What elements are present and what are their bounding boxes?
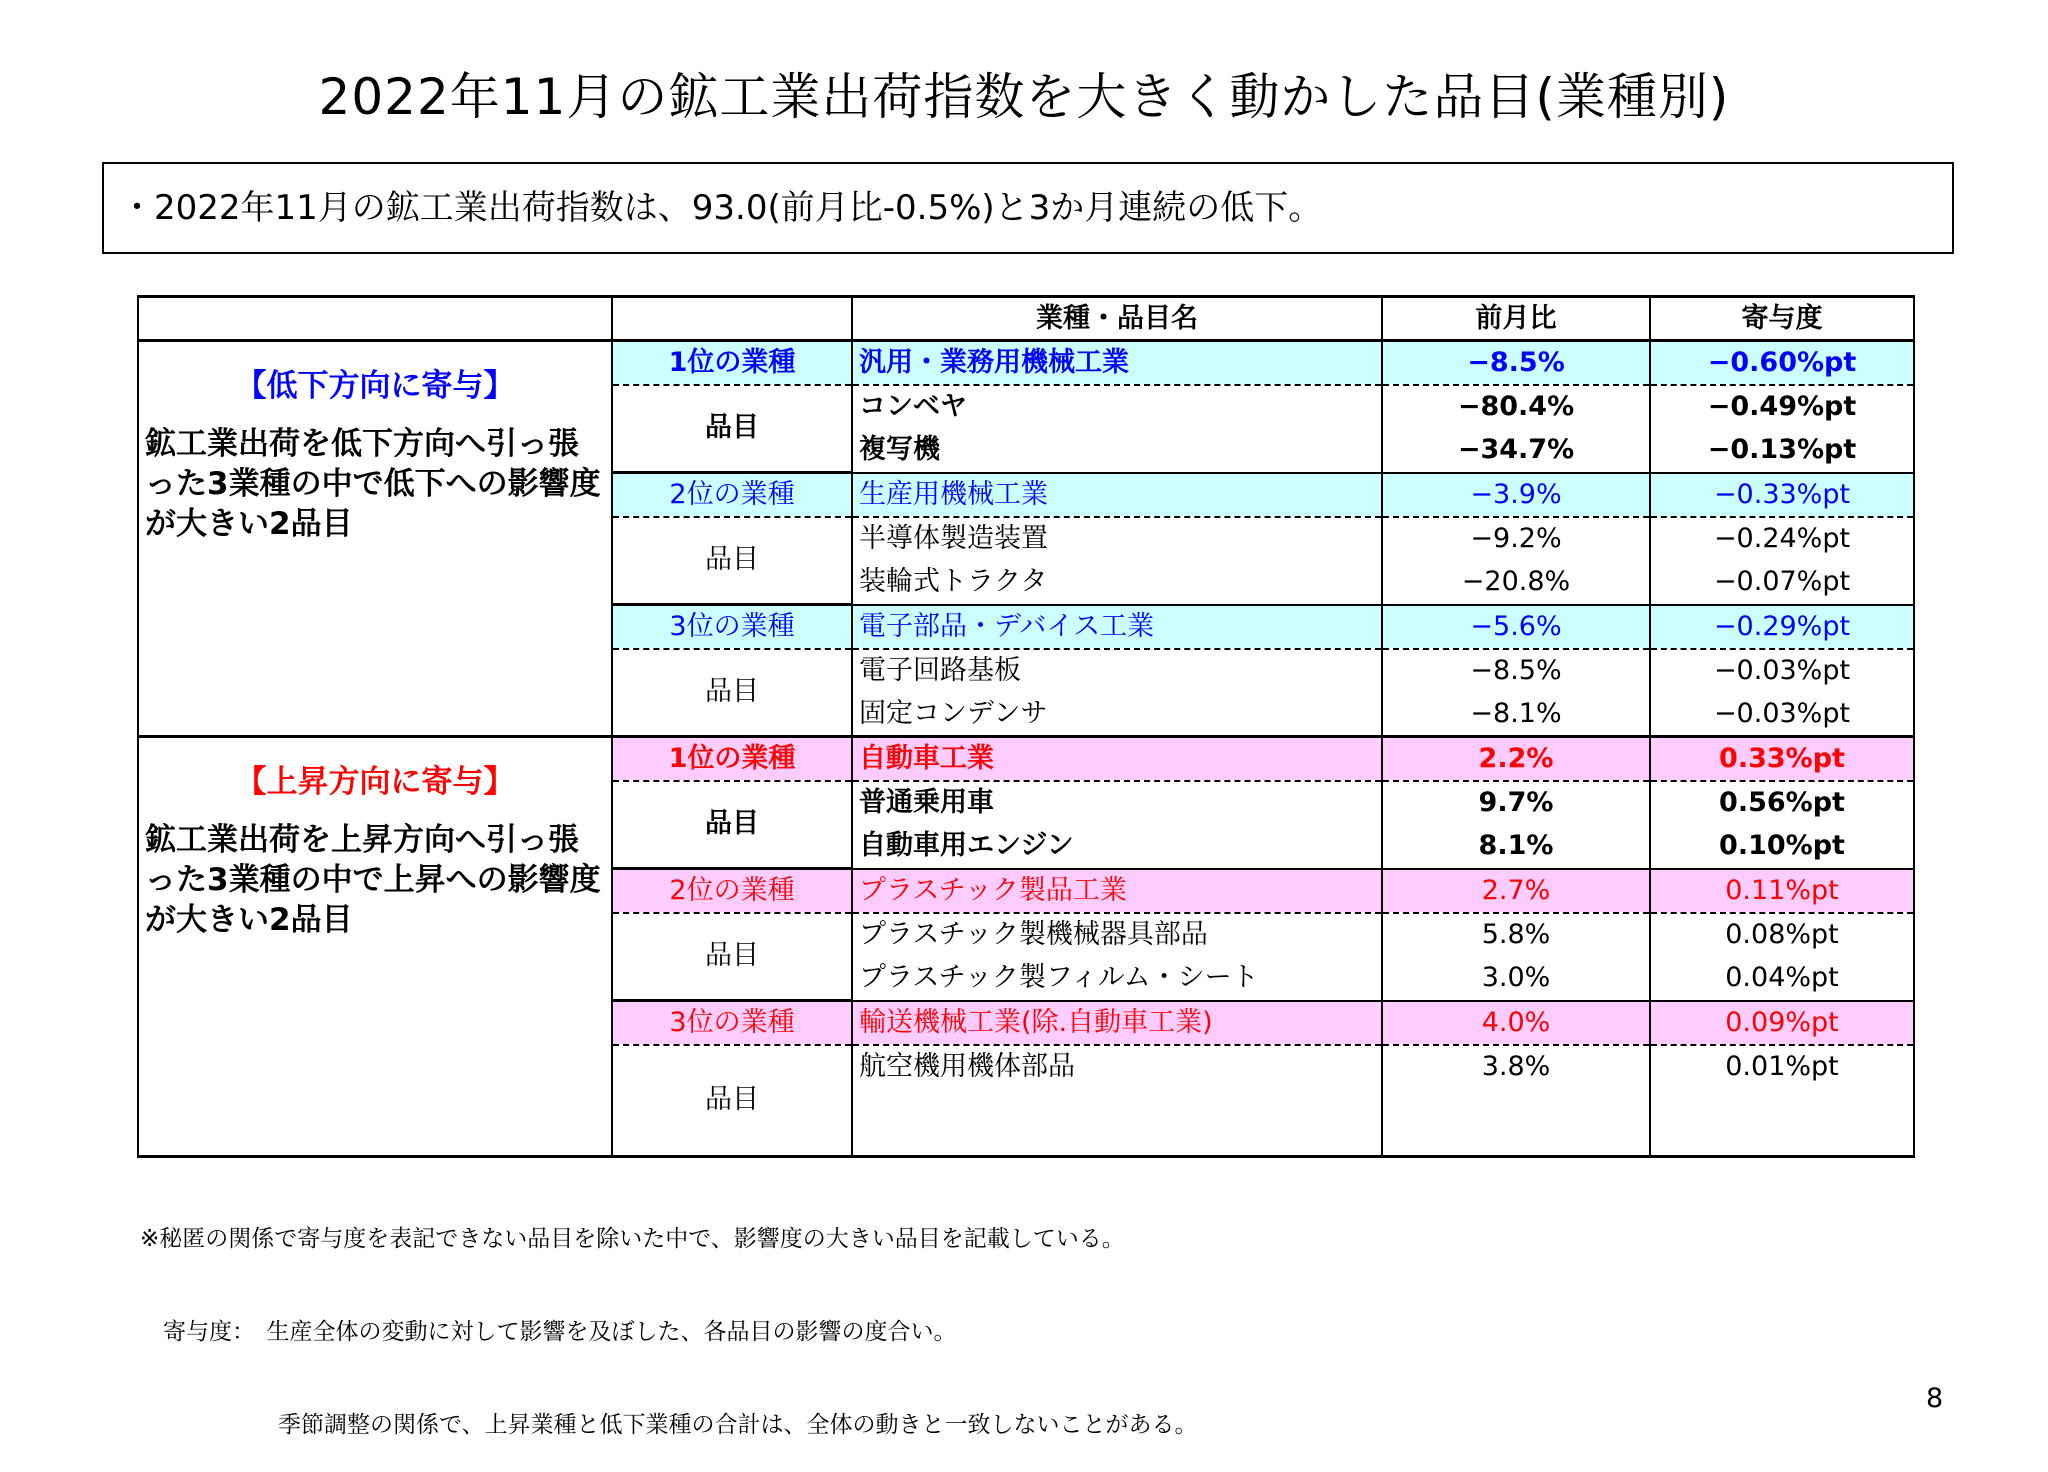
industry-contribution: 0.09%pt (1650, 1001, 1914, 1045)
item-mom: −8.5% (1382, 649, 1650, 693)
industry-name: 輸送機械工業(除.自動車工業) (852, 1001, 1382, 1045)
item-mom: 3.8% (1382, 1045, 1650, 1089)
footnote-1: ※秘匿の関係で寄与度を表記できない品目を除いた中で、影響度の大きい品目を記載している。 (140, 1226, 1125, 1252)
industry-mom: 2.7% (1382, 869, 1650, 913)
header-blank-2 (612, 297, 852, 341)
rise-section-description: 鉱工業出荷を上昇方向へ引っ張った3業種の中で上昇への影響度が大きい2品目 (145, 822, 601, 938)
item-contribution: −0.03%pt (1650, 649, 1914, 693)
table-header-row (138, 297, 1914, 341)
item-mom: −34.7% (1382, 429, 1650, 473)
item-name: 半導体製造装置 (852, 517, 1382, 561)
item-mom: −8.1% (1382, 693, 1650, 737)
item-name: 自動車用エンジン (852, 825, 1382, 869)
item-name: コンベヤ (852, 385, 1382, 429)
footnote-3: 季節調整の関係で、上昇業種と低下業種の合計は、全体の動きと一致しないことがある。 (140, 1412, 1198, 1438)
summary-text: ・2022年11月の鉱工業出荷指数は、93.0(前月比-0.5%)と3か月連続の低下。 (120, 188, 1323, 228)
industry-name: 汎用・業務用機械工業 (852, 341, 1382, 385)
industry-name: 自動車工業 (852, 737, 1382, 781)
page-title: 2022年11月の鉱工業出荷指数を大きく動かした品目(業種別) (318, 68, 1730, 126)
industry-contribution: 0.11%pt (1650, 869, 1914, 913)
industry-mom: −8.5% (1382, 341, 1650, 385)
item-mom: −80.4% (1382, 385, 1650, 429)
item-name (852, 1089, 1382, 1157)
footnote-2: 寄与度： 生産全体の変動に対して影響を及ぼした、各品目の影響の度合い。 (140, 1319, 957, 1345)
item-contribution: −0.24%pt (1650, 517, 1914, 561)
item-label: 品目 (612, 385, 852, 473)
rank-label: 3位の業種 (612, 605, 852, 649)
item-contribution: −0.13%pt (1650, 429, 1914, 473)
item-mom: 3.0% (1382, 957, 1650, 1001)
rank-label: 1位の業種 (612, 341, 852, 385)
industry-name: プラスチック製品工業 (852, 869, 1382, 913)
page-number: 8 (1926, 1383, 1944, 1414)
item-mom: −20.8% (1382, 561, 1650, 605)
industry-row (138, 737, 1914, 781)
item-mom: 9.7% (1382, 781, 1650, 825)
item-name: 電子回路基板 (852, 649, 1382, 693)
rank-label: 3位の業種 (612, 1001, 852, 1045)
rank-label: 1位の業種 (612, 737, 852, 781)
item-mom: 8.1% (1382, 825, 1650, 869)
industry-mom: −5.6% (1382, 605, 1650, 649)
item-contribution: 0.04%pt (1650, 957, 1914, 1001)
item-label: 品目 (612, 517, 852, 605)
item-contribution: −0.03%pt (1650, 693, 1914, 737)
item-label: 品目 (612, 649, 852, 737)
rank-label: 2位の業種 (612, 869, 852, 913)
industry-contribution: −0.33%pt (1650, 473, 1914, 517)
item-mom (1382, 1089, 1650, 1157)
item-name: プラスチック製機械器具部品 (852, 913, 1382, 957)
item-contribution (1650, 1089, 1914, 1157)
item-mom: 5.8% (1382, 913, 1650, 957)
header-contribution: 寄与度 (1650, 297, 1914, 341)
item-label: 品目 (612, 913, 852, 1001)
decline-section-description: 鉱工業出荷を低下方向へ引っ張った3業種の中で低下への影響度が大きい2品目 (145, 426, 601, 542)
header-blank (138, 297, 612, 341)
industry-mom: 2.2% (1382, 737, 1650, 781)
industry-contribution: −0.29%pt (1650, 605, 1914, 649)
industry-mom: −3.9% (1382, 473, 1650, 517)
industry-contribution: 0.33%pt (1650, 737, 1914, 781)
header-name: 業種・品目名 (852, 297, 1382, 341)
item-contribution: 0.01%pt (1650, 1045, 1914, 1089)
item-mom: −9.2% (1382, 517, 1650, 561)
item-name: 複写機 (852, 429, 1382, 473)
item-contribution: −0.07%pt (1650, 561, 1914, 605)
header-mom: 前月比 (1382, 297, 1650, 341)
item-contribution: 0.56%pt (1650, 781, 1914, 825)
industry-mom: 4.0% (1382, 1001, 1650, 1045)
industry-row (138, 341, 1914, 385)
item-name: 航空機用機体部品 (852, 1045, 1382, 1089)
industry-name: 電子部品・デバイス工業 (852, 605, 1382, 649)
rise-section-label (138, 737, 612, 1157)
item-contribution: 0.10%pt (1650, 825, 1914, 869)
item-name: 普通乗用車 (852, 781, 1382, 825)
rise-section-heading: 【上昇方向に寄与】 (235, 764, 515, 800)
summary-box (102, 162, 1954, 254)
industry-name: 生産用機械工業 (852, 473, 1382, 517)
rank-label: 2位の業種 (612, 473, 852, 517)
item-contribution: −0.49%pt (1650, 385, 1914, 429)
industry-contribution: −0.60%pt (1650, 341, 1914, 385)
item-contribution: 0.08%pt (1650, 913, 1914, 957)
item-name: プラスチック製フィルム・シート (852, 957, 1382, 1001)
contribution-table (137, 295, 1915, 1158)
footnotes (140, 1162, 1198, 1472)
item-label: 品目 (612, 781, 852, 869)
decline-section-heading: 【低下方向に寄与】 (235, 368, 515, 404)
item-name: 固定コンデンサ (852, 693, 1382, 737)
item-label: 品目 (612, 1045, 852, 1157)
item-name: 装輪式トラクタ (852, 561, 1382, 605)
decline-section-label (138, 341, 612, 737)
